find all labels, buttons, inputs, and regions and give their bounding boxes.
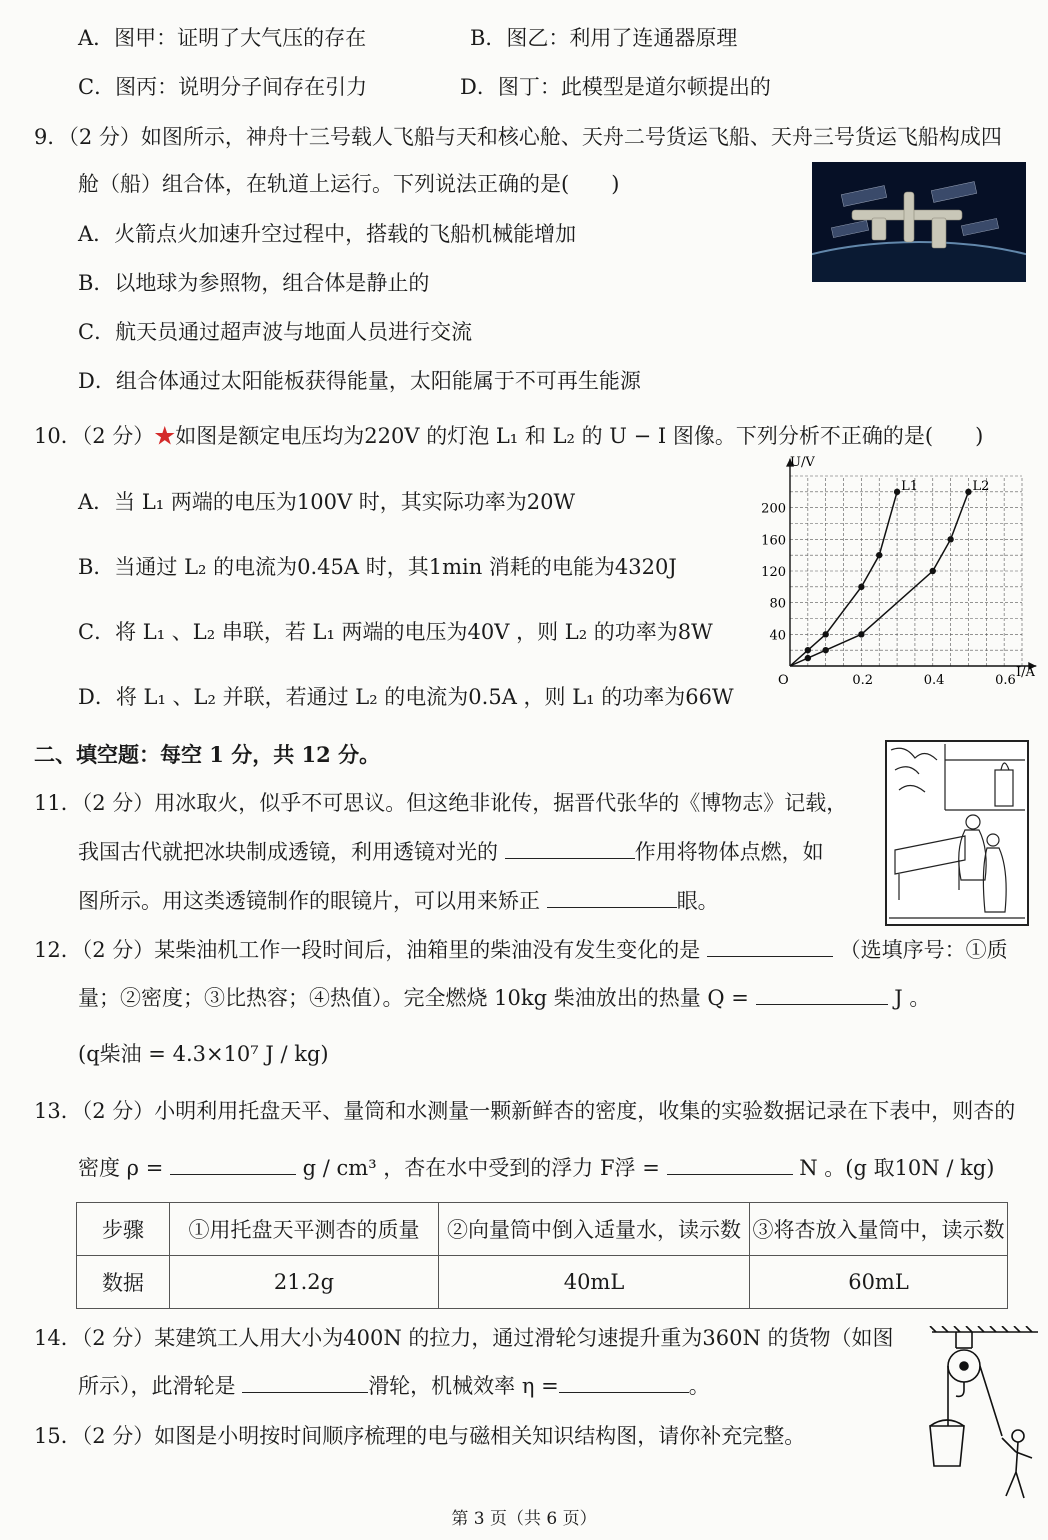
x-tick-label: O: [778, 673, 789, 688]
q13-line2-b: g / cm³ ，杏在水中受到的浮力 F浮 =: [302, 1156, 660, 1180]
series-label: L1: [901, 478, 918, 494]
q12-line1: [34, 938, 1008, 963]
q13-line1: 13．（2 分）小明利用托盘天平、量筒和水测量一颗新鲜杏的密度，收集的实验数据记录在下表中，则杏的: [34, 1099, 1016, 1123]
q11-line1: 11．（2 分）用冰取火，似乎不可思议。但这绝非讹传，据晋代张华的《博物志》记载，: [34, 791, 848, 815]
q10-stem: [34, 424, 983, 449]
q13-line2-c: N 。(g 取10N / kg): [799, 1156, 995, 1180]
q14-line1: 14．（2 分）某建筑工人用大小为400N 的拉力，通过滑轮匀速提升重为360N 的货物（如图: [34, 1326, 894, 1350]
q12-line2-a: 量；②密度；③比热容；④热值）。完全燃烧 10kg 柴油放出的热量 Q =: [78, 986, 749, 1010]
chart-ticks: [761, 502, 1016, 688]
space-station-image: [812, 162, 1026, 282]
data-point: [947, 536, 953, 542]
table-header-cell: ②向量筒中倒入适量水，读示数: [439, 1203, 750, 1256]
q9-stem-line1: 9．（2 分）如图所示，神舟十三号载人飞船与天和核心舱、天舟二号货运飞船、天舟三号货运飞船构成四: [34, 125, 1002, 149]
u-i-chart: [758, 450, 1048, 690]
section-2-heading: 二、填空题：每空 1 分，共 12 分。: [34, 742, 381, 767]
q11-line2-b: 作用将物体点燃，如: [634, 840, 824, 864]
table-header-cell: ①用托盘天平测杏的质量: [170, 1203, 439, 1256]
q10-option-c: C．将 L₁ 、L₂ 串联，若 L₁ 两端的电压为40V ，则 L₂ 的功率为8W: [78, 620, 713, 644]
x-tick-label: 0.6: [995, 673, 1016, 688]
q13-blank-1[interactable]: [170, 1173, 296, 1175]
q9-option-b: B．以地球为参照物，组合体是静止的: [78, 271, 430, 295]
series-label: L2: [972, 478, 990, 494]
q9-stem-line2: 舱（船）组合体，在轨道上运行。下列说法正确的是( ): [78, 172, 620, 196]
q11-line2: [78, 840, 824, 865]
x-tick-label: 0.2: [852, 673, 874, 688]
q9-option-c: C．航天员通过超声波与地面人员进行交流: [78, 320, 473, 344]
q8-option-b: B．图乙：利用了连通器原理: [470, 26, 738, 50]
q10-option-d: D．将 L₁ 、L₂ 并联，若通过 L₂ 的电流为0.5A ，则 L₁ 的功率为66W: [78, 685, 734, 709]
data-point: [894, 489, 900, 495]
q11-line2-a: 我国古代就把冰块制成透镜，利用透镜对光的: [78, 840, 498, 864]
q14-blank-2[interactable]: [559, 1391, 689, 1393]
data-point: [876, 552, 882, 558]
chart-xlabel: I/A: [1016, 665, 1035, 680]
q12-line2: [78, 986, 930, 1011]
y-tick-label: 160: [761, 533, 786, 549]
q12-line3: (q柴油 = 4.3×10⁷ J / kg): [78, 1042, 329, 1066]
data-point: [858, 584, 864, 590]
q11-line3: [78, 889, 719, 914]
data-point: [930, 568, 936, 574]
table-row: [77, 1203, 1008, 1256]
ancient-ice-lens-illustration: [885, 740, 1029, 926]
y-tick-label: 80: [769, 596, 786, 612]
q11-line3-b: 眼。: [676, 889, 719, 913]
q8-option-c: C．图丙：说明分子间存在引力: [78, 75, 368, 99]
chart-points: [805, 489, 972, 662]
y-tick-label: 120: [761, 565, 786, 580]
q9-option-a: A．火箭点火加速升空过程中，搭载的飞船机械能增加: [78, 222, 577, 246]
table-header-cell: 步骤: [77, 1203, 170, 1256]
q13-line2-a: 密度 ρ =: [78, 1156, 164, 1180]
q8-option-d: D．图丁：此模型是道尔顿提出的: [460, 75, 771, 99]
q14-line2: [78, 1374, 710, 1399]
data-point: [805, 647, 811, 653]
table-cell: 21.2g: [170, 1256, 439, 1309]
table-row: [77, 1256, 1008, 1309]
data-point: [822, 631, 828, 637]
q14-blank-1[interactable]: [242, 1391, 368, 1393]
q14-line2-c: 。: [688, 1374, 710, 1398]
q10-number: 10．（2 分）: [34, 424, 155, 448]
chart-ylabel: U/V: [790, 455, 815, 470]
y-tick-label: 40: [769, 628, 786, 644]
star-icon: ★: [154, 424, 176, 448]
x-tick-label: 0.4: [923, 673, 945, 688]
q12-blank-1[interactable]: [707, 955, 833, 957]
pulley-figure: [920, 1326, 1044, 1512]
q12-line1-a: 12．（2 分）某柴油机工作一段时间后，油箱里的柴油没有发生变化的是: [34, 938, 701, 962]
table-cell: 数据: [77, 1256, 170, 1309]
q15-stem: 15．（2 分）如图是小明按时间顺序梳理的电与磁相关知识结构图，请你补充完整。: [34, 1424, 806, 1448]
chart-grid: [790, 476, 1022, 666]
chart-lines: [790, 479, 989, 666]
q11-blank-1[interactable]: [505, 857, 635, 859]
q8-option-a: A．图甲：证明了大气压的存在: [78, 26, 367, 50]
q13-line2: [78, 1156, 994, 1181]
data-point: [858, 631, 864, 637]
q14-line2-a: 所示），此滑轮是: [78, 1374, 236, 1398]
q12-line1-b: （选填序号：①质: [839, 938, 1008, 962]
q9-option-d: D．组合体通过太阳能板获得能量，太阳能属于不可再生能源: [78, 369, 641, 393]
page-footer: 第 3 页（共 6 页）: [451, 1509, 597, 1529]
table-header-cell: ③将杏放入量筒中，读示数: [750, 1203, 1008, 1256]
data-point: [965, 489, 971, 495]
q13-blank-2[interactable]: [667, 1173, 793, 1175]
q12-blank-2[interactable]: [756, 1003, 888, 1005]
y-tick-label: 200: [761, 501, 786, 517]
data-point: [805, 655, 811, 661]
q11-line3-a: 图所示。用这类透镜制作的眼镜片，可以用来矫正: [78, 889, 540, 913]
table-cell: 60mL: [750, 1256, 1008, 1309]
q13-data-table: [76, 1202, 1008, 1309]
q11-blank-2[interactable]: [547, 906, 677, 908]
q10-stem-text: 如图是额定电压均为220V 的灯泡 L₁ 和 L₂ 的 U − I 图像。下列分析不正确的是( ): [175, 424, 984, 448]
q12-line2-b: J 。: [894, 986, 931, 1010]
data-point: [822, 647, 828, 653]
q14-line2-b: 滑轮，机械效率 η =: [368, 1374, 559, 1398]
q10-option-b: B．当通过 L₂ 的电流为0.45A 时，其1min 消耗的电能为4320J: [78, 555, 677, 579]
q10-option-a: A．当 L₁ 两端的电压为100V 时，其实际功率为20W: [78, 490, 576, 514]
table-cell: 40mL: [439, 1256, 750, 1309]
